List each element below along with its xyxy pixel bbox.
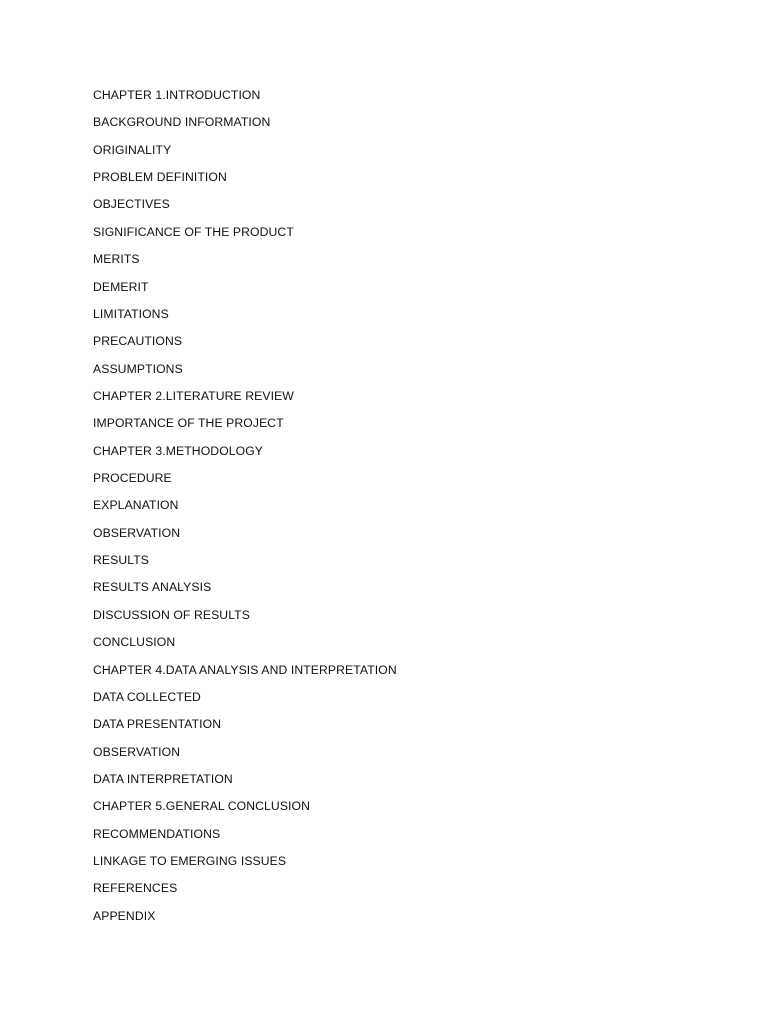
toc-item: EXPLANATION <box>93 498 179 513</box>
toc-item: OBSERVATION <box>93 525 181 540</box>
toc-item: PROBLEM DEFINITION <box>93 170 227 185</box>
toc-item: DEMERIT <box>93 279 149 294</box>
toc-item: SIGNIFICANCE OF THE PRODUCT <box>93 224 294 239</box>
toc-item: APPENDIX <box>93 908 156 923</box>
toc-item: RESULTS ANALYSIS <box>93 580 212 595</box>
table-of-contents <box>93 87 397 935</box>
toc-item: DISCUSSION OF RESULTS <box>93 607 250 622</box>
toc-item: CHAPTER 2.LITERATURE REVIEW <box>93 388 294 403</box>
toc-item: RESULTS <box>93 553 150 568</box>
toc-item: CHAPTER 3.METHODOLOGY <box>93 443 264 458</box>
toc-item: LINKAGE TO EMERGING ISSUES <box>93 854 287 869</box>
toc-item: CHAPTER 1.INTRODUCTION <box>93 88 261 102</box>
toc-item: DATA PRESENTATION <box>93 717 222 732</box>
toc-item: OBJECTIVES <box>93 197 170 212</box>
toc-item: BACKGROUND INFORMATION <box>93 115 271 130</box>
toc-item: MERITS <box>93 252 140 267</box>
toc-item: RECOMMENDATIONS <box>93 826 221 841</box>
toc-item: PROCEDURE <box>93 471 172 486</box>
toc-item: OBSERVATION <box>93 744 181 759</box>
toc-item: PRECAUTIONS <box>93 334 183 349</box>
toc-item: CONCLUSION <box>93 635 176 650</box>
toc-item: ORIGINALITY <box>93 142 172 157</box>
toc-item: DATA COLLECTED <box>93 689 201 704</box>
toc-item: LIMITATIONS <box>93 306 169 321</box>
toc-item: CHAPTER 4.DATA ANALYSIS AND INTERPRETATION <box>93 662 397 677</box>
toc-item: ASSUMPTIONS <box>93 361 183 376</box>
toc-item: CHAPTER 5.GENERAL CONCLUSION <box>93 799 311 814</box>
toc-item: DATA INTERPRETATION <box>93 771 233 786</box>
toc-item: REFERENCES <box>93 881 178 896</box>
toc-item: IMPORTANCE OF THE PROJECT <box>93 416 284 431</box>
